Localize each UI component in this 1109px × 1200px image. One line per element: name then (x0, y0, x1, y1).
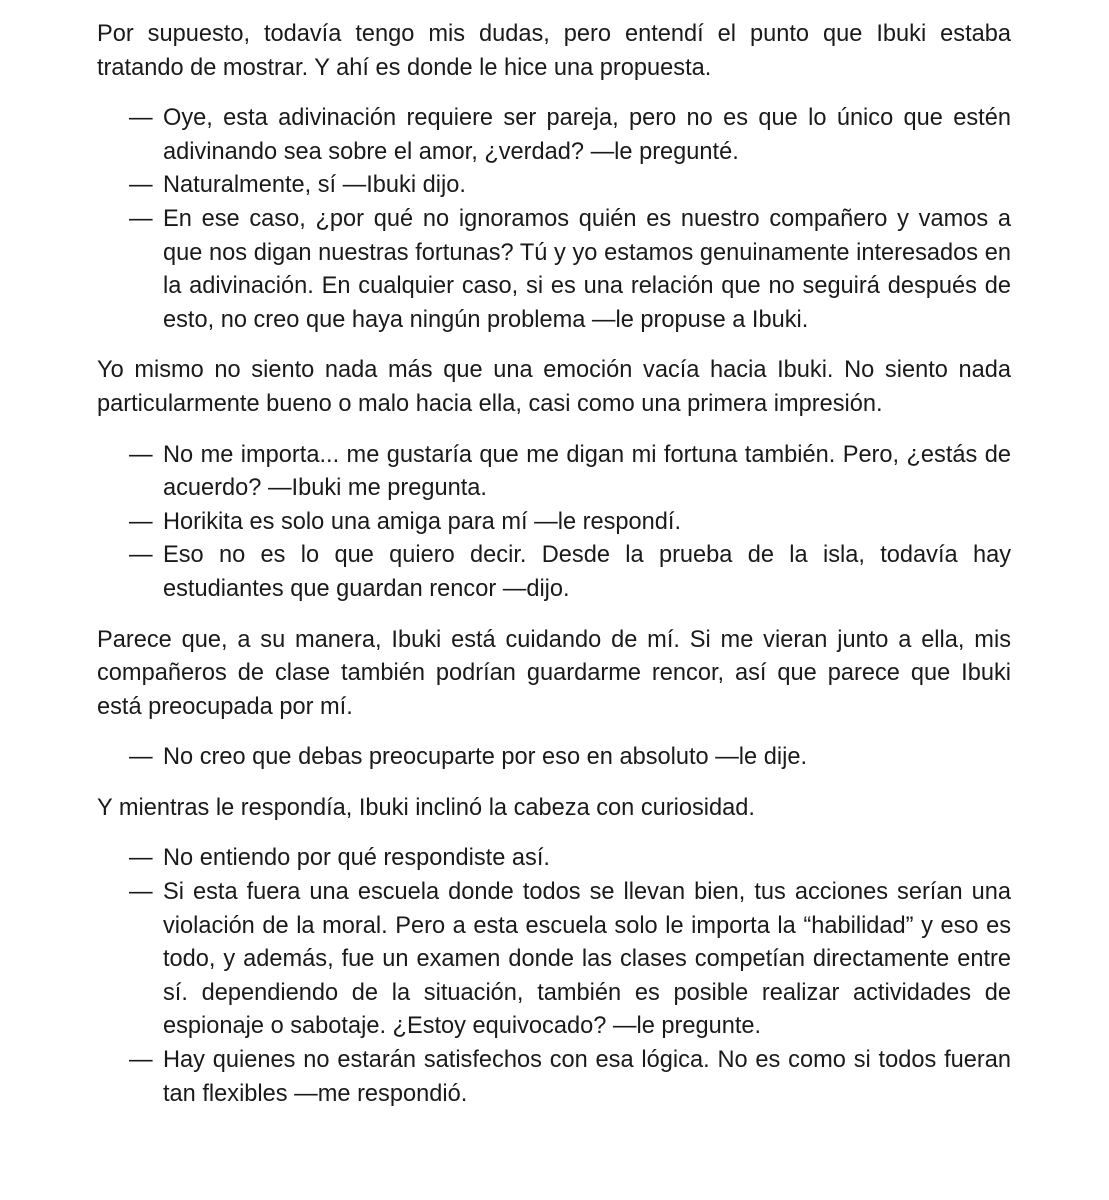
dialogue-line (97, 1044, 1011, 1111)
dialogue-text: No entiendo por qué respondiste así. (163, 845, 550, 872)
dialogue-line (97, 169, 1011, 203)
dialogue-line (97, 203, 1011, 337)
dialogue-line (97, 876, 1011, 1044)
dialogue-block (97, 102, 1011, 337)
dialogue-line (97, 102, 1011, 169)
em-dash: — (129, 441, 153, 468)
dialogue-line (97, 506, 1011, 540)
dialogue-line (97, 741, 1011, 775)
dialogue-block (97, 842, 1011, 1111)
dialogue-block (97, 741, 1011, 775)
em-dash: — (129, 542, 153, 569)
narration-paragraph: Y mientras le respondía, Ibuki inclinó la cabeza con curiosidad. (97, 794, 755, 821)
dialogue-text: Naturalmente, sí —Ibuki dijo. (163, 172, 466, 199)
em-dash: — (129, 172, 153, 199)
em-dash: — (129, 508, 153, 535)
narration-paragraph: Yo mismo no siento nada más que una emoción vacía hacia Ibuki. No siento nada particularmente bueno o malo hacia ella, casi como una primera impresión. (97, 357, 1011, 417)
em-dash: — (129, 1047, 153, 1074)
dialogue-line (97, 842, 1011, 876)
dialogue-text: No me importa... me gustaría que me digan mi fortuna también. Pero, ¿estás de acuerdo? —Ibuki me pregunta. (163, 441, 1011, 502)
dialogue-text: Oye, esta adivinación requiere ser pareja, pero no es que lo único que estén adivinando sea sobre el amor, ¿verdad? —le pregunté. (163, 105, 1011, 165)
dialogue-text: No creo que debas preocuparte por eso en absoluto —le dije. (163, 744, 808, 771)
em-dash: — (129, 105, 153, 132)
dialogue-line (97, 439, 1011, 506)
dialogue-line (97, 539, 1011, 606)
dialogue-text: Si esta fuera una escuela donde todos se llevan bien, tus acciones serían una violación de la moral. Pero a esta escuela solo le importa la “habilidad” y eso es todo, y además, fue un examen donde las clases competían directamente entre sí. dependiendo de la situación, también es posible realizar actividades de espionaje o sabotaje. ¿Estoy equivocado? —le pregunte. (163, 879, 1011, 1040)
dialogue-text: En ese caso, ¿por qué no ignoramos quién es nuestro compañero y vamos a que nos digan nuestras fortunas? Tú y yo estamos genuinamente interesados en la adivinación. En cualquier caso, si es una relación que no seguirá después de esto, no creo que haya ningún problema —le propuse a Ibuki. (163, 205, 1011, 333)
dialogue-text: Horikita es solo una amiga para mí —le respondí. (163, 508, 682, 535)
dialogue-block (97, 439, 1011, 607)
em-dash: — (129, 744, 153, 771)
dialogue-text: Hay quienes no estarán satisfechos con esa lógica. No es como si todos fueran tan flexibles —me respondió. (163, 1047, 1011, 1107)
dialogue-text: Eso no es lo que quiero decir. Desde la prueba de la isla, todavía hay estudiantes que guardan rencor —dijo. (163, 542, 1011, 602)
em-dash: — (129, 205, 153, 232)
narration-paragraph: Por supuesto, todavía tengo mis dudas, pero entendí el punto que Ibuki estaba tratando de mostrar. Y ahí es donde le hice una propuesta. (97, 21, 1011, 81)
em-dash: — (129, 845, 153, 872)
document-page (97, 18, 1011, 1128)
em-dash: — (129, 879, 153, 906)
narration-paragraph: Parece que, a su manera, Ibuki está cuidando de mí. Si me vieran junto a ella, mis compañeros de clase también podrían guardarme rencor, así que parece que Ibuki está preocupada por mí. (97, 626, 1011, 720)
